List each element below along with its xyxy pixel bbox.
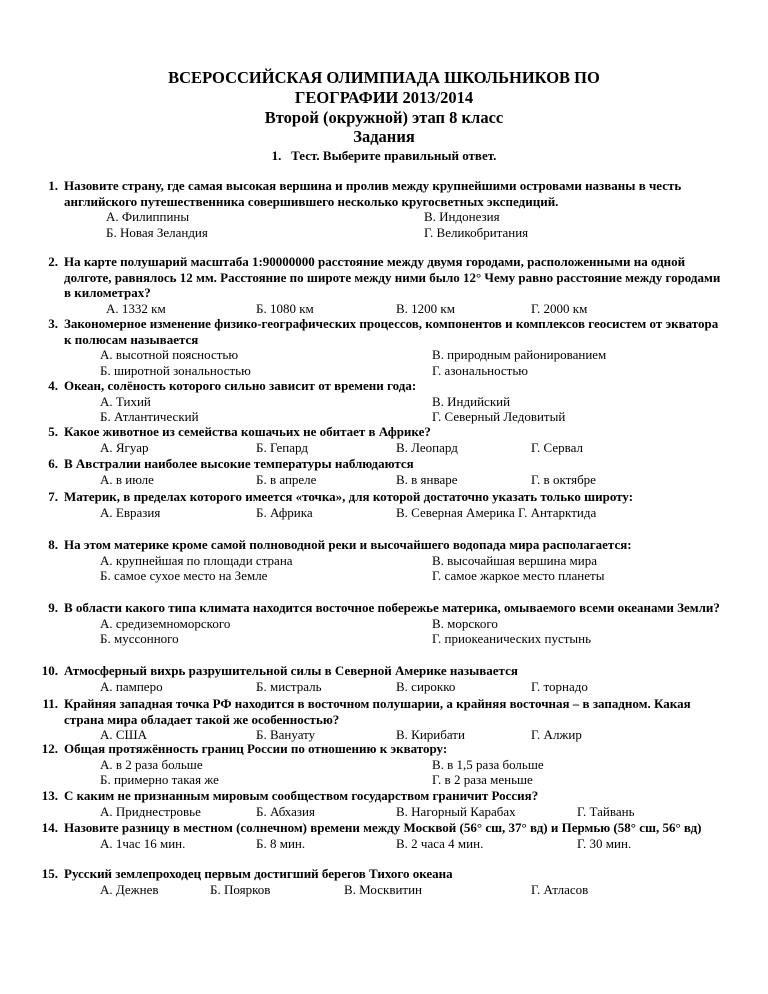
question-text: В Австралии наиболее высокие температуры наблюдаются — [64, 456, 414, 471]
answer-option: А. крупнейшая по площади страна — [100, 552, 293, 568]
question-item — [48, 489, 724, 520]
answer-option: Б. муссонного — [100, 631, 179, 646]
answer-row — [64, 616, 724, 632]
section-title: Тест. Выберите правильный ответ. — [291, 148, 497, 163]
question-number: 8. — [48, 537, 58, 552]
answer-option: Г. азональностью — [432, 362, 529, 378]
answer-row — [64, 209, 724, 225]
answer-option: В. 1200 км — [396, 300, 455, 316]
answer-row — [64, 568, 724, 584]
question-text: Назовите разницу в местном (солнечном) времени между Москвой (56° сш, 37° вд) и Пермью (58° сш, 56° вд) — [64, 820, 702, 835]
question-item — [48, 537, 724, 584]
answer-option: Б. Вануату — [256, 727, 316, 742]
question-text: Общая протяжённость границ России по отношению к экватору: — [64, 741, 448, 756]
answer-option: А. в 2 раза больше — [100, 756, 203, 772]
answer-option: А. Евразия — [100, 504, 161, 520]
answer-option: В. Кирибати — [396, 727, 465, 742]
question-number: 3. — [48, 316, 58, 331]
answer-option: А. 1час 16 мин. — [100, 835, 186, 851]
question-text: Океан, солёность которого сильно зависит от времени года: — [64, 378, 417, 393]
answer-option: Г. в 2 раза меньше — [432, 772, 533, 787]
answer-option: В. высочайшая вершина мира — [432, 552, 597, 568]
answer-row — [64, 631, 724, 647]
question-text: В области какого типа климата находится восточное побережье материка, омываемого всеми океанами Земли? — [64, 600, 720, 615]
answer-option: А. в июле — [100, 471, 154, 487]
answer-option: Б. Гепард — [256, 439, 308, 455]
answer-option: А. Ягуар — [100, 439, 149, 455]
answer-option: Б. 8 мин. — [256, 835, 306, 851]
answer-option: Г. приокеанических пустынь — [432, 631, 592, 646]
answer-row — [64, 836, 724, 852]
section-number: 1. — [271, 148, 282, 163]
answer-option: Б. Новая Зеландия — [106, 224, 208, 240]
answer-option: А. средиземноморского — [100, 615, 231, 631]
question-item — [48, 178, 724, 240]
question-text: Материк, в пределах которого имеется «точка», для которой достаточно указать только широту: — [64, 489, 634, 504]
question-text: Назовите страну, где самая высокая вершина и пролив между крупнейшими островами названы в честь английского путешественника совершившего несколько кругосветных экспедиций. — [64, 178, 682, 209]
answer-option: Г. торнадо — [531, 678, 588, 694]
question-number: 15. — [41, 866, 58, 881]
question-item — [41, 866, 724, 897]
answer-option: В. Леопард — [396, 439, 458, 455]
answer-option: Г. Северный Ледовитый — [432, 409, 566, 424]
answer-row — [64, 409, 724, 425]
question-item — [48, 600, 724, 647]
answer-row — [64, 679, 724, 695]
answer-option: В. Индонезия — [424, 209, 500, 224]
question-number: 4. — [48, 378, 58, 393]
question-item — [48, 316, 724, 378]
answer-option: Г. Тайвань — [577, 803, 635, 819]
answer-option: Г. в октябре — [531, 471, 596, 487]
answer-option: В. в январе — [396, 471, 458, 487]
question-number: 10. — [41, 663, 58, 678]
question-number: 12. — [41, 741, 58, 756]
answer-option: Б. Африка — [256, 504, 313, 520]
answer-option: В. Нагорный Карабах — [396, 803, 516, 819]
answer-row — [64, 804, 724, 820]
answer-option: А. высотной поясностью — [100, 347, 239, 362]
question-number: 2. — [48, 254, 58, 269]
answer-option: А. Приднестровье — [100, 803, 201, 819]
question-text: Крайняя западная точка РФ находится в восточном полушарии, а крайняя восточная – в западном. Какая страна мира обладает такой же особенностью? — [64, 696, 691, 727]
question-text: С каким не признанным мировым сообществом государством граничит Россия? — [64, 788, 539, 803]
question-item — [41, 663, 724, 694]
question-number: 11. — [42, 696, 58, 711]
answer-option: А. Филиппины — [106, 209, 190, 224]
question-item — [48, 254, 724, 316]
question-text: На карте полушарий масштаба 1:90000000 расстояние между двумя городами, расположенными на одной долготе, равнялось 12 мм. Расстояние по широте между ними было 12° Чему равно расстояние между городами в километрах? — [64, 254, 721, 300]
answer-option: Г. Великобритания — [424, 224, 529, 240]
answer-option: Б. Абхазия — [256, 803, 315, 819]
answer-option: А. 1332 км — [106, 300, 166, 316]
doc-stage-title: Второй (окружной) этап 8 класс — [264, 108, 504, 127]
question-item — [41, 820, 724, 851]
answer-option: Б. примерно такая же — [100, 772, 219, 787]
question-number: 14. — [41, 820, 58, 835]
answer-option: Б. самое сухое место на Земле — [100, 568, 268, 583]
answer-row — [64, 472, 724, 488]
question-number: 7. — [48, 489, 58, 504]
answer-option: Г. 30 мин. — [577, 835, 632, 851]
question-item — [42, 696, 724, 743]
answer-option: А. США — [100, 727, 148, 742]
answer-row — [64, 363, 724, 379]
question-number: 9. — [48, 600, 58, 615]
question-item — [41, 788, 724, 819]
answer-option: Г. самое жаркое место планеты — [432, 568, 605, 583]
answer-option: В. в 1,5 раза больше — [432, 756, 544, 772]
question-number: 6. — [48, 456, 58, 471]
answer-row — [64, 553, 724, 569]
question-item — [48, 378, 724, 425]
answer-row — [64, 505, 724, 521]
question-item — [41, 741, 724, 788]
answer-option: Б. широтной зональностью — [100, 362, 251, 378]
answer-option: В. Северная Америка Г. Антарктида — [396, 504, 597, 520]
question-item — [48, 456, 724, 487]
answer-row — [64, 347, 724, 363]
answer-row — [64, 882, 724, 898]
answer-option: Б. мистраль — [256, 678, 322, 694]
answer-option: Б. Атлантический — [100, 409, 199, 424]
doc-title-line2: ГЕОГРАФИИ 2013/2014 — [294, 88, 474, 107]
answer-option: Г. Сервал — [531, 439, 583, 455]
answer-option: Г. Алжир — [531, 727, 582, 742]
question-text: На этом материке кроме самой полноводной реки и высочайшего водопада мира располагается: — [64, 537, 632, 552]
answer-option: В. морского — [432, 615, 498, 631]
answer-option: Б. в апреле — [256, 471, 317, 487]
answer-option: В. природным районированием — [432, 347, 607, 362]
answer-option: В. Индийский — [432, 393, 511, 409]
answer-option: В. Москвитин — [344, 881, 423, 897]
question-number: 1. — [48, 178, 58, 193]
question-text: Закономерное изменение физико-географических процессов, компонентов и комплексов геосистем от экватора к полюсам называется — [64, 316, 719, 347]
answer-option: А. памперо — [100, 678, 163, 694]
question-number: 13. — [41, 788, 58, 803]
answer-row — [64, 757, 724, 773]
question-text: Атмосферный вихрь разрушительной силы в Северной Америке называется — [64, 663, 518, 678]
answer-option: Б. Поярков — [210, 881, 271, 897]
answer-row — [64, 394, 724, 410]
answer-row — [64, 301, 724, 317]
answer-option: А. Тихий — [100, 393, 151, 409]
question-text: Какое животное из семейства кошачьих не обитает в Африке? — [64, 424, 431, 439]
answer-row — [64, 225, 724, 241]
doc-tasks-heading: Задания — [353, 127, 415, 146]
doc-title-line1: ВСЕРОССИЙСКАЯ ОЛИМПИАДА ШКОЛЬНИКОВ ПО — [168, 68, 600, 87]
answer-option: А. Дежнев — [100, 881, 159, 897]
section-heading — [0, 148, 768, 164]
answer-option: Б. 1080 км — [256, 300, 314, 316]
answer-row — [64, 772, 724, 788]
answer-option: Г. 2000 км — [531, 300, 588, 316]
question-number: 5. — [48, 424, 58, 439]
question-text: Русский землепроходец первым достигший берегов Тихого океана — [64, 866, 453, 881]
answer-option: Г. Атласов — [531, 881, 589, 897]
answer-option: В. 2 часа 4 мин. — [396, 835, 484, 851]
answer-row — [64, 440, 724, 456]
answer-option: В. сирокко — [396, 678, 456, 694]
question-item — [48, 424, 724, 455]
